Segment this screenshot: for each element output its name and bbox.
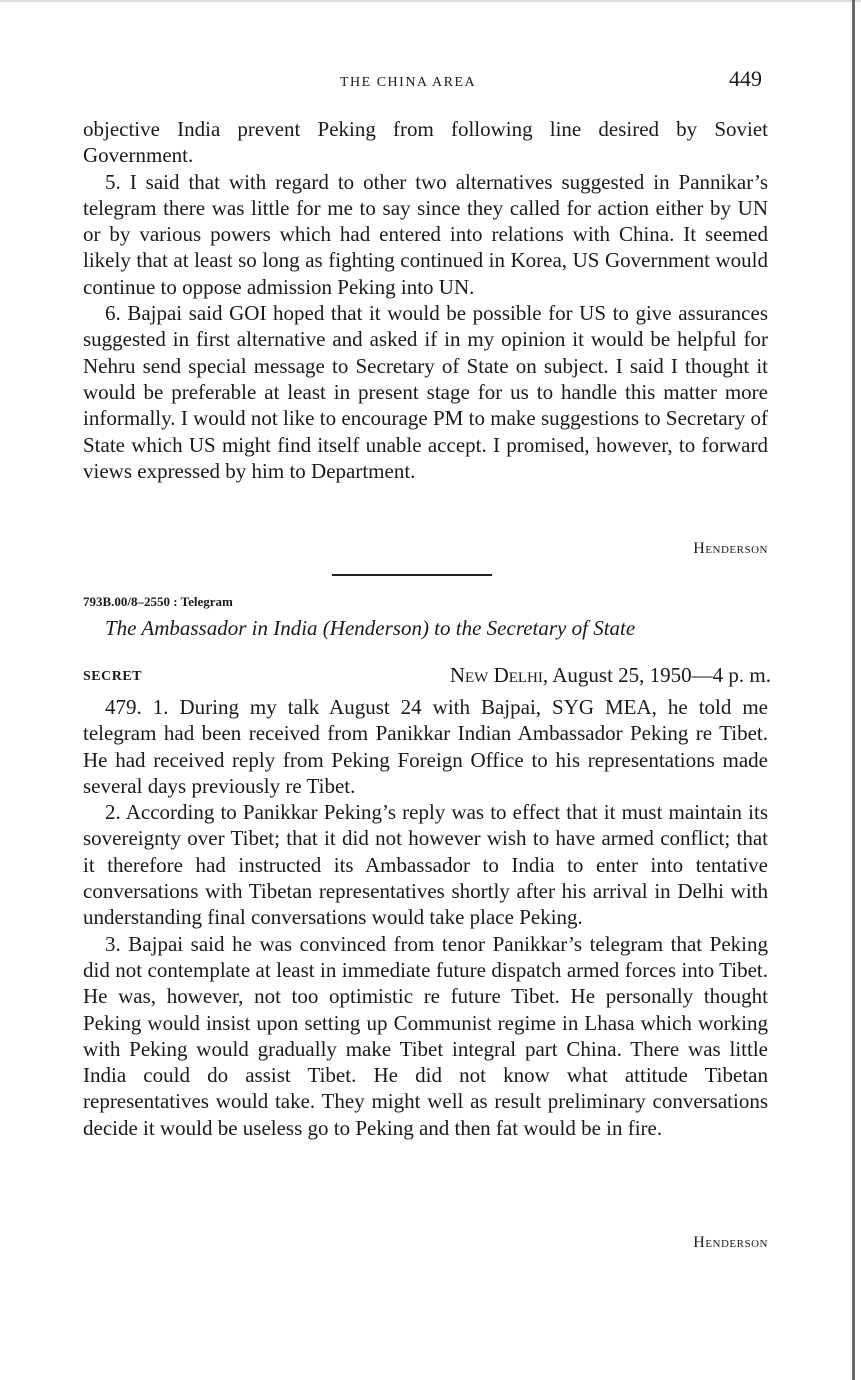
page-number: 449 [729, 66, 762, 91]
continued-document-body [83, 116, 768, 484]
telegram-479-body [83, 694, 768, 1141]
paragraph-continued-objective: objective India prevent Peking from following line desired by Soviet Government. [83, 117, 768, 168]
document-heading: The Ambassador in India (Henderson) to the Secretary of State [105, 616, 636, 640]
scan-binding-edge [852, 0, 855, 1380]
paragraph-5: 5. I said that with regard to other two alternatives suggested in Pannikar’s telegram there was little for me to say since they called for action either by UN or by various powers which had entered into relations with China. It seemed likely that at least so long as fighting continued in Korea, US Government would continue to oppose admission Peking into UN. [83, 169, 768, 299]
dateline [450, 663, 771, 688]
dateline-date: August 25, 1950—4 p. m. [552, 663, 771, 687]
telegram-paragraph-3: 3. Bajpai said he was convinced from tenor Panikkar’s telegram that Peking did not contemplate at least in immediate future dispatch armed forces into Tibet. He was, however, not too optimistic re future Tibet. He personally thought Peking would insist upon setting up Communist regime in Lhasa which working with Peking would gradually make Tibet integral part China. There was little India could do assist Tibet. He did not know what attitude Tibetan representatives would take. They might well as result preliminary conversations decide it would be useless go to Peking and then fat would be in fire. [83, 931, 768, 1140]
telegram-paragraph-2: 2. According to Panikkar Peking’s reply was to effect that it must maintain its sovereignty over Tibet; that it did not however wish to have armed conflict; that it therefore had instructed its Ambassador to India to enter into tentative conversations with Tibetan representatives shortly after his arrival in Delhi with understanding final conversations would take place Peking. [83, 800, 768, 930]
signature-henderson-first: Henderson [693, 540, 768, 557]
document-separator-rule [332, 574, 492, 576]
signature-henderson-second: Henderson [693, 1234, 768, 1251]
running-header-title: THE CHINA AREA [340, 75, 477, 90]
file-reference: 793B.00/8–2550 : Telegram [83, 594, 233, 609]
classification-label: SECRET [83, 669, 143, 684]
telegram-paragraph-1: 479. 1. During my talk August 24 with Bajpai, SYG MEA, he told me telegram had been received from Panikkar Indian Ambassador Peking re Tibet. He had received reply from Peking Foreign Office to his representations made several days previously re Tibet. [83, 695, 768, 798]
scan-top-edge [0, 0, 861, 2]
paragraph-6: 6. Bajpai said GOI hoped that it would be possible for US to give assurances suggested in first alternative and asked if in my opinion it would be helpful for Nehru send special message to Secretary of State on subject. I said I thought it would be preferable at least in present stage for us to handle this matter more informally. I would not like to encourage PM to make suggestions to Secretary of State which US might find itself unable accept. I promised, however, to forward views expressed by him to Department. [83, 301, 768, 483]
dateline-place: New Delhi, [449, 663, 549, 687]
